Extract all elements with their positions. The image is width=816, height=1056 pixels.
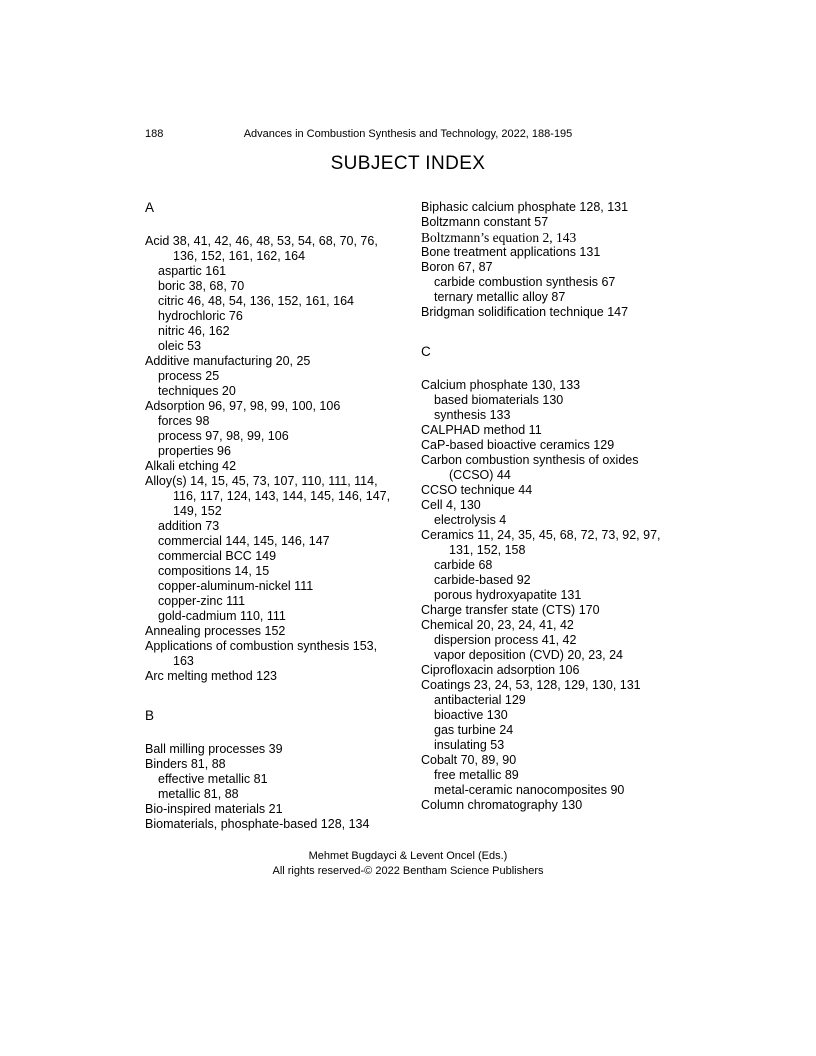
index-entry: synthesis 133 bbox=[434, 408, 511, 422]
index-entry: insulating 53 bbox=[434, 738, 505, 752]
index-entry: Binders 81, 88 bbox=[145, 757, 226, 771]
index-entry: oleic 53 bbox=[158, 339, 202, 353]
index-entry: dispersion process 41, 42 bbox=[434, 633, 577, 647]
index-entry: Cell 4, 130 bbox=[421, 498, 481, 512]
index-entry: Bio-inspired materials 21 bbox=[145, 802, 283, 816]
index-entry: nitric 46, 162 bbox=[158, 324, 230, 338]
footer-copyright: All rights reserved-© 2022 Bentham Science Publishers bbox=[272, 865, 544, 877]
index-entry: ternary metallic alloy 87 bbox=[434, 290, 566, 304]
index-entry: gas turbine 24 bbox=[434, 723, 514, 737]
page-footer bbox=[0, 849, 816, 879]
index-entry: compositions 14, 15 bbox=[158, 564, 270, 578]
index-entry: 163 bbox=[173, 654, 194, 668]
index-entry: carbide-based 92 bbox=[434, 573, 531, 587]
index-entry: Arc melting method 123 bbox=[145, 669, 278, 683]
index-entry: Ceramics 11, 24, 35, 45, 68, 72, 73, 92, 97, bbox=[421, 528, 661, 542]
index-entry: Cobalt 70, 89, 90 bbox=[421, 753, 517, 767]
running-header: Advances in Combustion Synthesis and Technology, 2022, 188-195 bbox=[243, 128, 573, 140]
index-entry: Boltzmann’s equation 2, 143 bbox=[421, 230, 577, 245]
index-entry: process 25 bbox=[158, 369, 220, 383]
page-number: 188 bbox=[145, 128, 164, 140]
index-entry: 116, 117, 124, 143, 144, 145, 146, 147, bbox=[173, 489, 391, 503]
index-entry: addition 73 bbox=[158, 519, 220, 533]
index-entry: gold-cadmium 110, 111 bbox=[158, 609, 286, 623]
index-entry: electrolysis 4 bbox=[434, 513, 507, 527]
section-heading: B bbox=[145, 708, 155, 723]
index-entry: boric 38, 68, 70 bbox=[158, 279, 245, 293]
index-entry: forces 98 bbox=[158, 414, 210, 428]
index-entry: techniques 20 bbox=[158, 384, 236, 398]
index-entry: commercial 144, 145, 146, 147 bbox=[158, 534, 330, 548]
index-entry: process 97, 98, 99, 106 bbox=[158, 429, 289, 443]
index-entry: Chemical 20, 23, 24, 41, 42 bbox=[421, 618, 574, 632]
index-entry: Adsorption 96, 97, 98, 99, 100, 106 bbox=[145, 399, 341, 413]
index-entry: citric 46, 48, 54, 136, 152, 161, 164 bbox=[158, 294, 354, 308]
index-entry: 136, 152, 161, 162, 164 bbox=[173, 249, 306, 263]
footer-editors: Mehmet Bugdayci & Levent Oncel (Eds.) bbox=[308, 850, 508, 862]
index-entry: based biomaterials 130 bbox=[434, 393, 564, 407]
index-entry: CALPHAD method 11 bbox=[421, 423, 542, 437]
index-entry: Additive manufacturing 20, 25 bbox=[145, 354, 311, 368]
index-entry: Carbon combustion synthesis of oxides bbox=[421, 453, 639, 467]
index-entry: porous hydroxyapatite 131 bbox=[434, 588, 582, 602]
index-entry: effective metallic 81 bbox=[158, 772, 268, 786]
index-entry: vapor deposition (CVD) 20, 23, 24 bbox=[434, 648, 623, 662]
section-heading: C bbox=[421, 344, 431, 359]
index-entry: 149, 152 bbox=[173, 504, 222, 518]
index-entry: Biomaterials, phosphate-based 128, 134 bbox=[145, 817, 370, 831]
index-entry: Calcium phosphate 130, 133 bbox=[421, 378, 581, 392]
index-column-left bbox=[145, 200, 417, 832]
index-entry: copper-zinc 111 bbox=[158, 594, 246, 608]
index-entry: Alkali etching 42 bbox=[145, 459, 237, 473]
index-entry: commercial BCC 149 bbox=[158, 549, 277, 563]
index-entry: Ball milling processes 39 bbox=[145, 742, 283, 756]
index-entry: Alloy(s) 14, 15, 45, 73, 107, 110, 111, 114, bbox=[145, 474, 378, 488]
page-title: SUBJECT INDEX bbox=[330, 153, 486, 174]
index-entry: (CCSO) 44 bbox=[449, 468, 511, 482]
index-entry: carbide 68 bbox=[434, 558, 493, 572]
index-entry: Bridgman solidification technique 147 bbox=[421, 305, 629, 319]
index-entry: aspartic 161 bbox=[158, 264, 227, 278]
index-entry: Coatings 23, 24, 53, 128, 129, 130, 131 bbox=[421, 678, 641, 692]
section-heading: A bbox=[145, 200, 155, 215]
index-column-right bbox=[421, 200, 703, 813]
index-entry: Annealing processes 152 bbox=[145, 624, 286, 638]
index-entry: Ciprofloxacin adsorption 106 bbox=[421, 663, 580, 677]
index-entry: Bone treatment applications 131 bbox=[421, 245, 601, 259]
index-entry: CCSO technique 44 bbox=[421, 483, 533, 497]
index-entry: Acid 38, 41, 42, 46, 48, 53, 54, 68, 70, 76, bbox=[145, 234, 378, 248]
index-entry: Boltzmann constant 57 bbox=[421, 215, 549, 229]
index-entry: properties 96 bbox=[158, 444, 231, 458]
index-entry: copper-aluminum-nickel 111 bbox=[158, 579, 314, 593]
index-entry: Applications of combustion synthesis 153, bbox=[145, 639, 378, 653]
index-entry: Charge transfer state (CTS) 170 bbox=[421, 603, 600, 617]
index-entry: 131, 152, 158 bbox=[449, 543, 526, 557]
index-entry: free metallic 89 bbox=[434, 768, 519, 782]
index-entry: CaP-based bioactive ceramics 129 bbox=[421, 438, 615, 452]
index-entry: metallic 81, 88 bbox=[158, 787, 239, 801]
index-entry: Boron 67, 87 bbox=[421, 260, 493, 274]
index-entry: antibacterial 129 bbox=[434, 693, 526, 707]
index-entry: carbide combustion synthesis 67 bbox=[434, 275, 616, 289]
index-entry: bioactive 130 bbox=[434, 708, 508, 722]
index-entry: metal-ceramic nanocomposites 90 bbox=[434, 783, 625, 797]
index-entry: Column chromatography 130 bbox=[421, 798, 583, 812]
index-entry: Biphasic calcium phosphate 128, 131 bbox=[421, 200, 629, 214]
index-entry: hydrochloric 76 bbox=[158, 309, 243, 323]
